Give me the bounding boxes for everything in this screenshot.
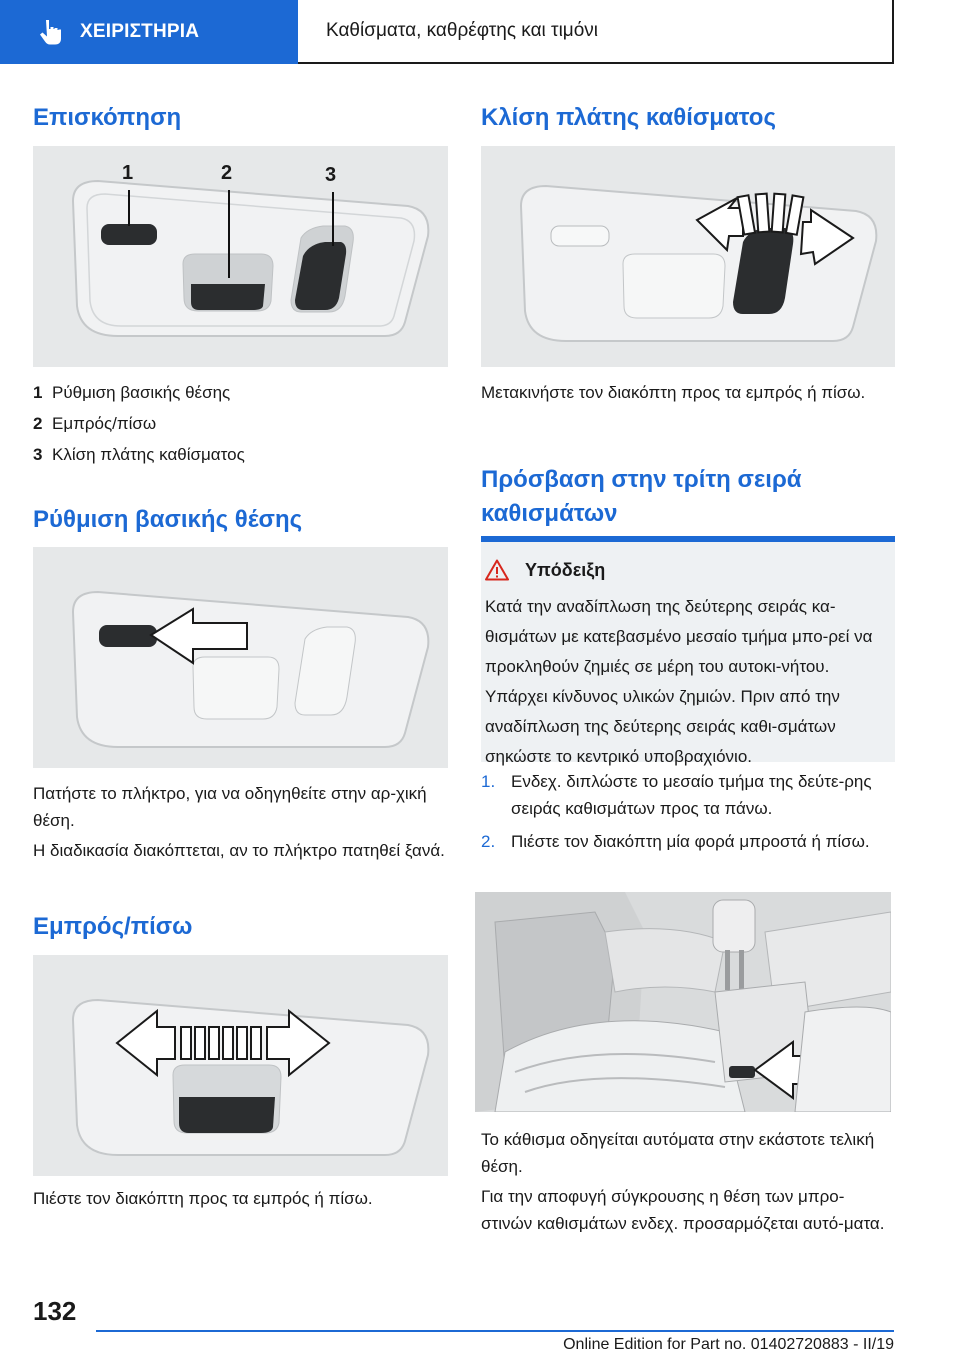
third-row-para-2: Για την αποφυγή σύγκρουσης η θέση των μπρο-στινών καθισμάτων ενδεχ. προσαρμόζεται αυτό-ματα. [481, 1187, 885, 1233]
legend-text: Κλίση πλάτης καθίσματος [52, 445, 245, 464]
figure-seat-controls-overview [33, 146, 448, 367]
warning-triangle-icon [485, 559, 509, 581]
hand-pointer-icon [38, 19, 62, 45]
legend-item [33, 377, 448, 408]
heading-third-row: Πρόσβαση στην τρίτη σειρά καθισμάτων [481, 466, 802, 527]
figure-forward-back-switch [33, 955, 448, 1176]
figure-rear-seat-switch [475, 892, 891, 1112]
chapter-tab[interactable] [0, 0, 298, 64]
header-divider [298, 62, 312, 64]
legend-text: Εμπρός/πίσω [52, 414, 157, 433]
heading-overview: Επισκόπηση [33, 104, 182, 131]
third-row-para-1: Το κάθισμα οδηγείται αυτόματα στην εκάστοτε τελική θέση. [481, 1130, 875, 1176]
legend-number: 2 [33, 414, 43, 433]
legend-item [33, 439, 448, 470]
page-number: 132 [33, 1296, 77, 1326]
legend-number: 1 [33, 383, 43, 402]
heading-backrest: Κλίση πλάτης καθίσματος [481, 104, 776, 131]
figure-basic-position-button [33, 547, 448, 768]
chapter-title: Καθίσματα, καθρέφτης και τιμόνι [312, 0, 894, 64]
overview-legend [33, 377, 448, 470]
chapter-tab-label: ΧΕΙΡΙΣΤΗΡΙΑ [80, 21, 200, 42]
forward-back-para-1: Πιέστε τον διακόπτη προς τα εμπρός ή πίσω. [33, 1189, 373, 1208]
edition-text: Online Edition for Part no. 01402720883 - II/19 [563, 1336, 894, 1353]
figure-label-2: 2 [221, 162, 233, 184]
legend-number: 3 [33, 445, 43, 464]
step-number: 2. [481, 832, 496, 851]
step-text: Πιέστε τον διακόπτη μία φορά μπροστά ή πίσω. [511, 832, 870, 851]
heading-forward-back: Εμπρός/πίσω [33, 913, 193, 940]
step-item [481, 768, 895, 822]
legend-item [33, 408, 448, 439]
step-number: 1. [481, 772, 496, 791]
notice-box [481, 536, 895, 766]
notice-title: Υπόδειξη [525, 560, 606, 580]
notice-text: Κατά την αναδίπλωση της δεύτερης σειράς κα-θισμάτων με κατεβασμένο μεσαίο τμήμα μπο-ρεί να προκληθούν ζημιές σε μέρη του αυτοκι-νήτου. Υπάρχει κίνδυνος υλικών ζημιών. Πριν από την αναδίπλωση της δεύτερης σειράς καθι-σμάτων σηκώστε το κεντρικό υποβραχιόνιο. [485, 597, 873, 766]
step-text: Ενδεχ. διπλώστε το μεσαίο τμήμα της δεύτε-ρης σειράς καθισμάτων προς τα πάνω. [511, 772, 872, 818]
figure-label-1: 1 [122, 162, 134, 184]
legend-text: Ρύθμιση βασικής θέσης [52, 383, 231, 402]
steps-list [481, 768, 895, 861]
backrest-para-1: Μετακινήστε τον διακόπτη προς τα εμπρός ή πίσω. [481, 383, 866, 402]
footer-rule [96, 1330, 894, 1332]
figure-label-3: 3 [325, 164, 337, 186]
basic-position-para-1: Πατήστε το πλήκτρο, για να οδηγηθείτε στην αρ-χική θέση. [33, 784, 427, 830]
step-item [481, 828, 895, 855]
basic-position-para-2: Η διαδικασία διακόπτεται, αν το πλήκτρο πατηθεί ξανά. [33, 841, 445, 860]
figure-backrest-switch [481, 146, 895, 367]
heading-basic-position: Ρύθμιση βασικής θέσης [33, 506, 303, 533]
